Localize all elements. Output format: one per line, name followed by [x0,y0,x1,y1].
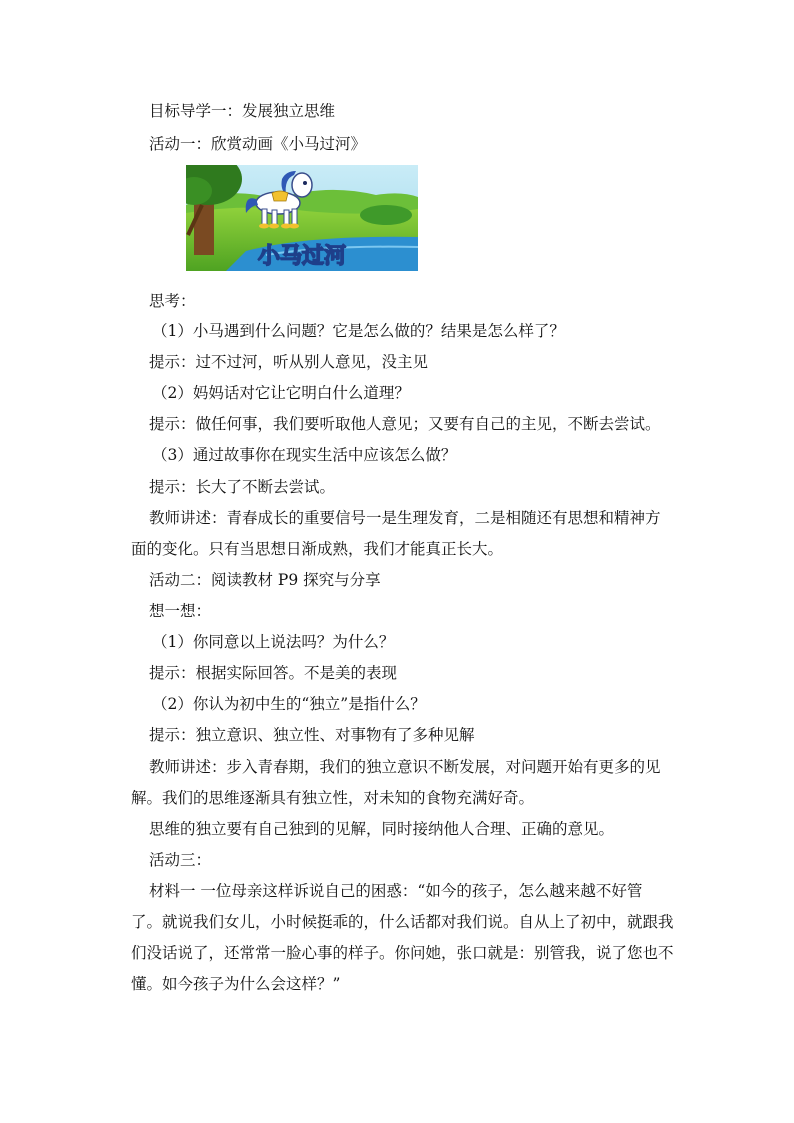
teacher-remark-1-line2: 面的变化。只有当思想日渐成熟，我们才能真正长大。 [131,540,504,558]
hint-1: 提示：过不过河，听从别人意见，没主见 [149,353,429,371]
think-label: 思考： [149,292,196,310]
question-4: （1）你同意以上说法吗？为什么？ [152,633,395,651]
section-heading: 目标导学一：发展独立思维 [149,102,336,120]
question-3: （3）通过故事你在现实生活中应该怎么做？ [152,446,457,464]
teacher-remark-1-line1: 教师讲述：青春成长的重要信号一是生理发育，二是相随还有思想和精神方 [149,509,661,527]
illustration-image [186,165,418,271]
question-2: （2）妈妈话对它让它明白什么道理？ [152,384,410,402]
material-one-line3: 们没话说了，还常常一脸心事的样子。你问她，张口就是：别管我，说了您也不 [131,944,674,962]
think-label-2: 想一想： [149,602,212,620]
hint-2: 提示：做任何事，我们要听取他人意见；又要有自己的主见，不断去尝试。 [149,415,661,433]
teacher-remark-2-line1: 教师讲述：步入青春期，我们的独立意识不断发展，对问题开始有更多的见 [149,758,661,776]
activity-one-title: 活动一：欣赏动画《小马过河》 [149,135,367,153]
activity-two-title: 活动二：阅读教材 P9 探究与分享 [149,571,381,589]
little-horse-illustration [186,165,418,271]
activity-three-title: 活动三： [149,851,212,869]
question-1: （1）小马遇到什么问题？它是怎么做的？结果是怎么样了？ [152,322,565,340]
material-one-line4: 懂。如今孩子为什么会这样？” [131,975,341,993]
hint-4: 提示：根据实际回答。不是美的表现 [149,664,398,682]
independent-thinking-statement: 思维的独立要有自己独到的见解，同时接纳他人合理、正确的意见。 [149,820,615,838]
hint-3: 提示：长大了不断去尝试。 [149,478,336,496]
question-5: （2）你认为初中生的“独立”是指什么？ [152,695,426,713]
teacher-remark-2-line2: 解。我们的思维逐渐具有独立性，对未知的食物充满好奇。 [131,789,535,807]
illustration-title: 小马过河 [257,244,347,269]
hint-5: 提示：独立意识、独立性、对事物有了多种见解 [149,726,475,744]
material-one-line2: 了。就说我们女儿，小时候挺乖的，什么话都对我们说。自从上了初中，就跟我 [131,913,674,931]
material-one-line1: 材料一 一位母亲这样诉说自己的困惑：“如今的孩子，怎么越来越不好管 [149,882,643,900]
